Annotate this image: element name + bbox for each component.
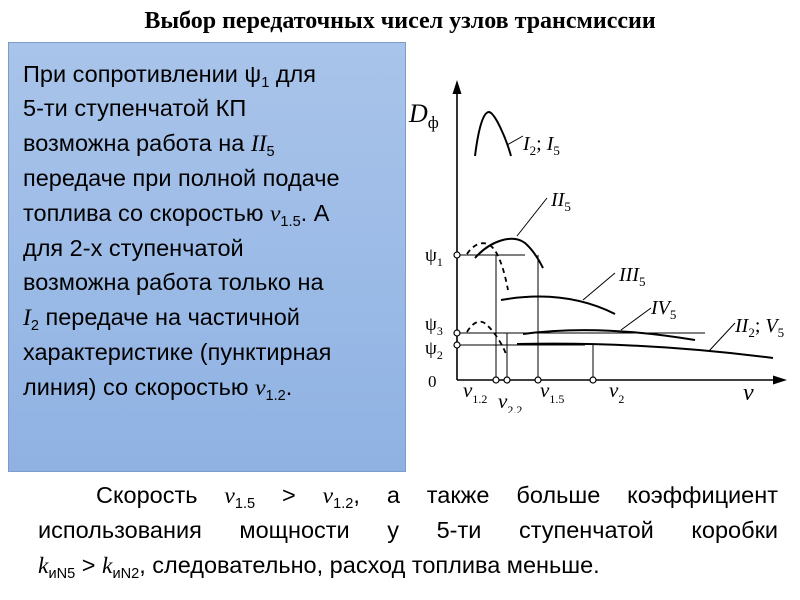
leader-line	[507, 136, 523, 145]
curve-iv5	[523, 330, 695, 340]
info-line: возможна работа на $II_5$	[23, 129, 275, 160]
psi2-marker	[454, 342, 460, 348]
info-line: для 2-х ступенчатой	[23, 235, 244, 262]
info-box	[8, 42, 406, 472]
curve-iii5	[501, 297, 615, 314]
conclusion-text	[38, 478, 778, 583]
psi2-label: $\psi_2$	[425, 338, 443, 362]
conclusion-line: использования мощности у 5-ти ступенчатой коробки	[38, 517, 778, 544]
y-axis-label: $D_ф$	[409, 99, 439, 132]
info-line: $I_2$ передаче на частичной	[23, 303, 300, 334]
v2-marker	[590, 377, 596, 383]
info-line: передаче при полной подаче	[23, 165, 340, 192]
leader-line	[621, 308, 651, 330]
psi3-marker	[454, 330, 460, 336]
traction-diagram	[405, 68, 795, 413]
conclusion-line: $k_{иN5} > k_{иN2}$, следовательно, расход топлива меньше.	[38, 551, 600, 582]
leader-line	[709, 323, 735, 351]
x-axis-arrow	[773, 376, 787, 385]
curve-label-iii5: $III_5$	[619, 264, 646, 289]
x-axis-label: v	[743, 380, 754, 406]
v12-marker	[493, 377, 499, 383]
v15-label: $v_{1.5}$	[540, 378, 565, 406]
leader-line	[517, 198, 547, 236]
curve-ii2-v5	[517, 344, 773, 358]
curve-label-i2-i5: $I_2$; $I_5$	[523, 133, 560, 158]
curve-label-iv5: $IV_5$	[651, 297, 677, 322]
info-line: характеристике (пунктирная	[23, 339, 332, 366]
v22-label: $v_{2.2}$	[498, 389, 523, 413]
psi3-label: $\psi_3$	[425, 314, 443, 338]
psi1-label: $\psi_1$	[425, 245, 443, 269]
leader-line	[583, 273, 615, 300]
info-line: топлива со скоростью $v_{1.5}$. А	[23, 199, 330, 230]
info-line: линия) со скоростью $v_{1.2}$.	[23, 373, 293, 404]
curve-label-ii2-v5: $II_2$; $V_5$	[735, 315, 785, 340]
curve-i2-dashed-lower	[467, 322, 506, 354]
curve-label-ii5: $II_5$	[551, 189, 571, 214]
info-line: При сопротивлении $\psi_1$ для	[23, 61, 316, 92]
y-axis-arrow	[453, 80, 462, 94]
info-line: возможна работа только на	[23, 269, 324, 296]
v22-marker	[504, 377, 510, 383]
origin-label: 0	[428, 372, 437, 391]
v12-label: $v_{1.2}$	[463, 378, 488, 406]
info-line: 5-ти ступенчатой КП	[23, 95, 247, 122]
psi1-marker	[454, 252, 460, 258]
v2-label: $v_2$	[609, 378, 625, 406]
conclusion-line: Скорость $v_{1.5} > v_{1.2}$, а также больше коэффициент	[96, 482, 778, 513]
curve-i2-dashed-upper	[467, 243, 508, 290]
slide-title: Выбор передаточных чисел узлов трансмиссии	[144, 8, 656, 34]
curve-i2-i5	[475, 112, 511, 156]
